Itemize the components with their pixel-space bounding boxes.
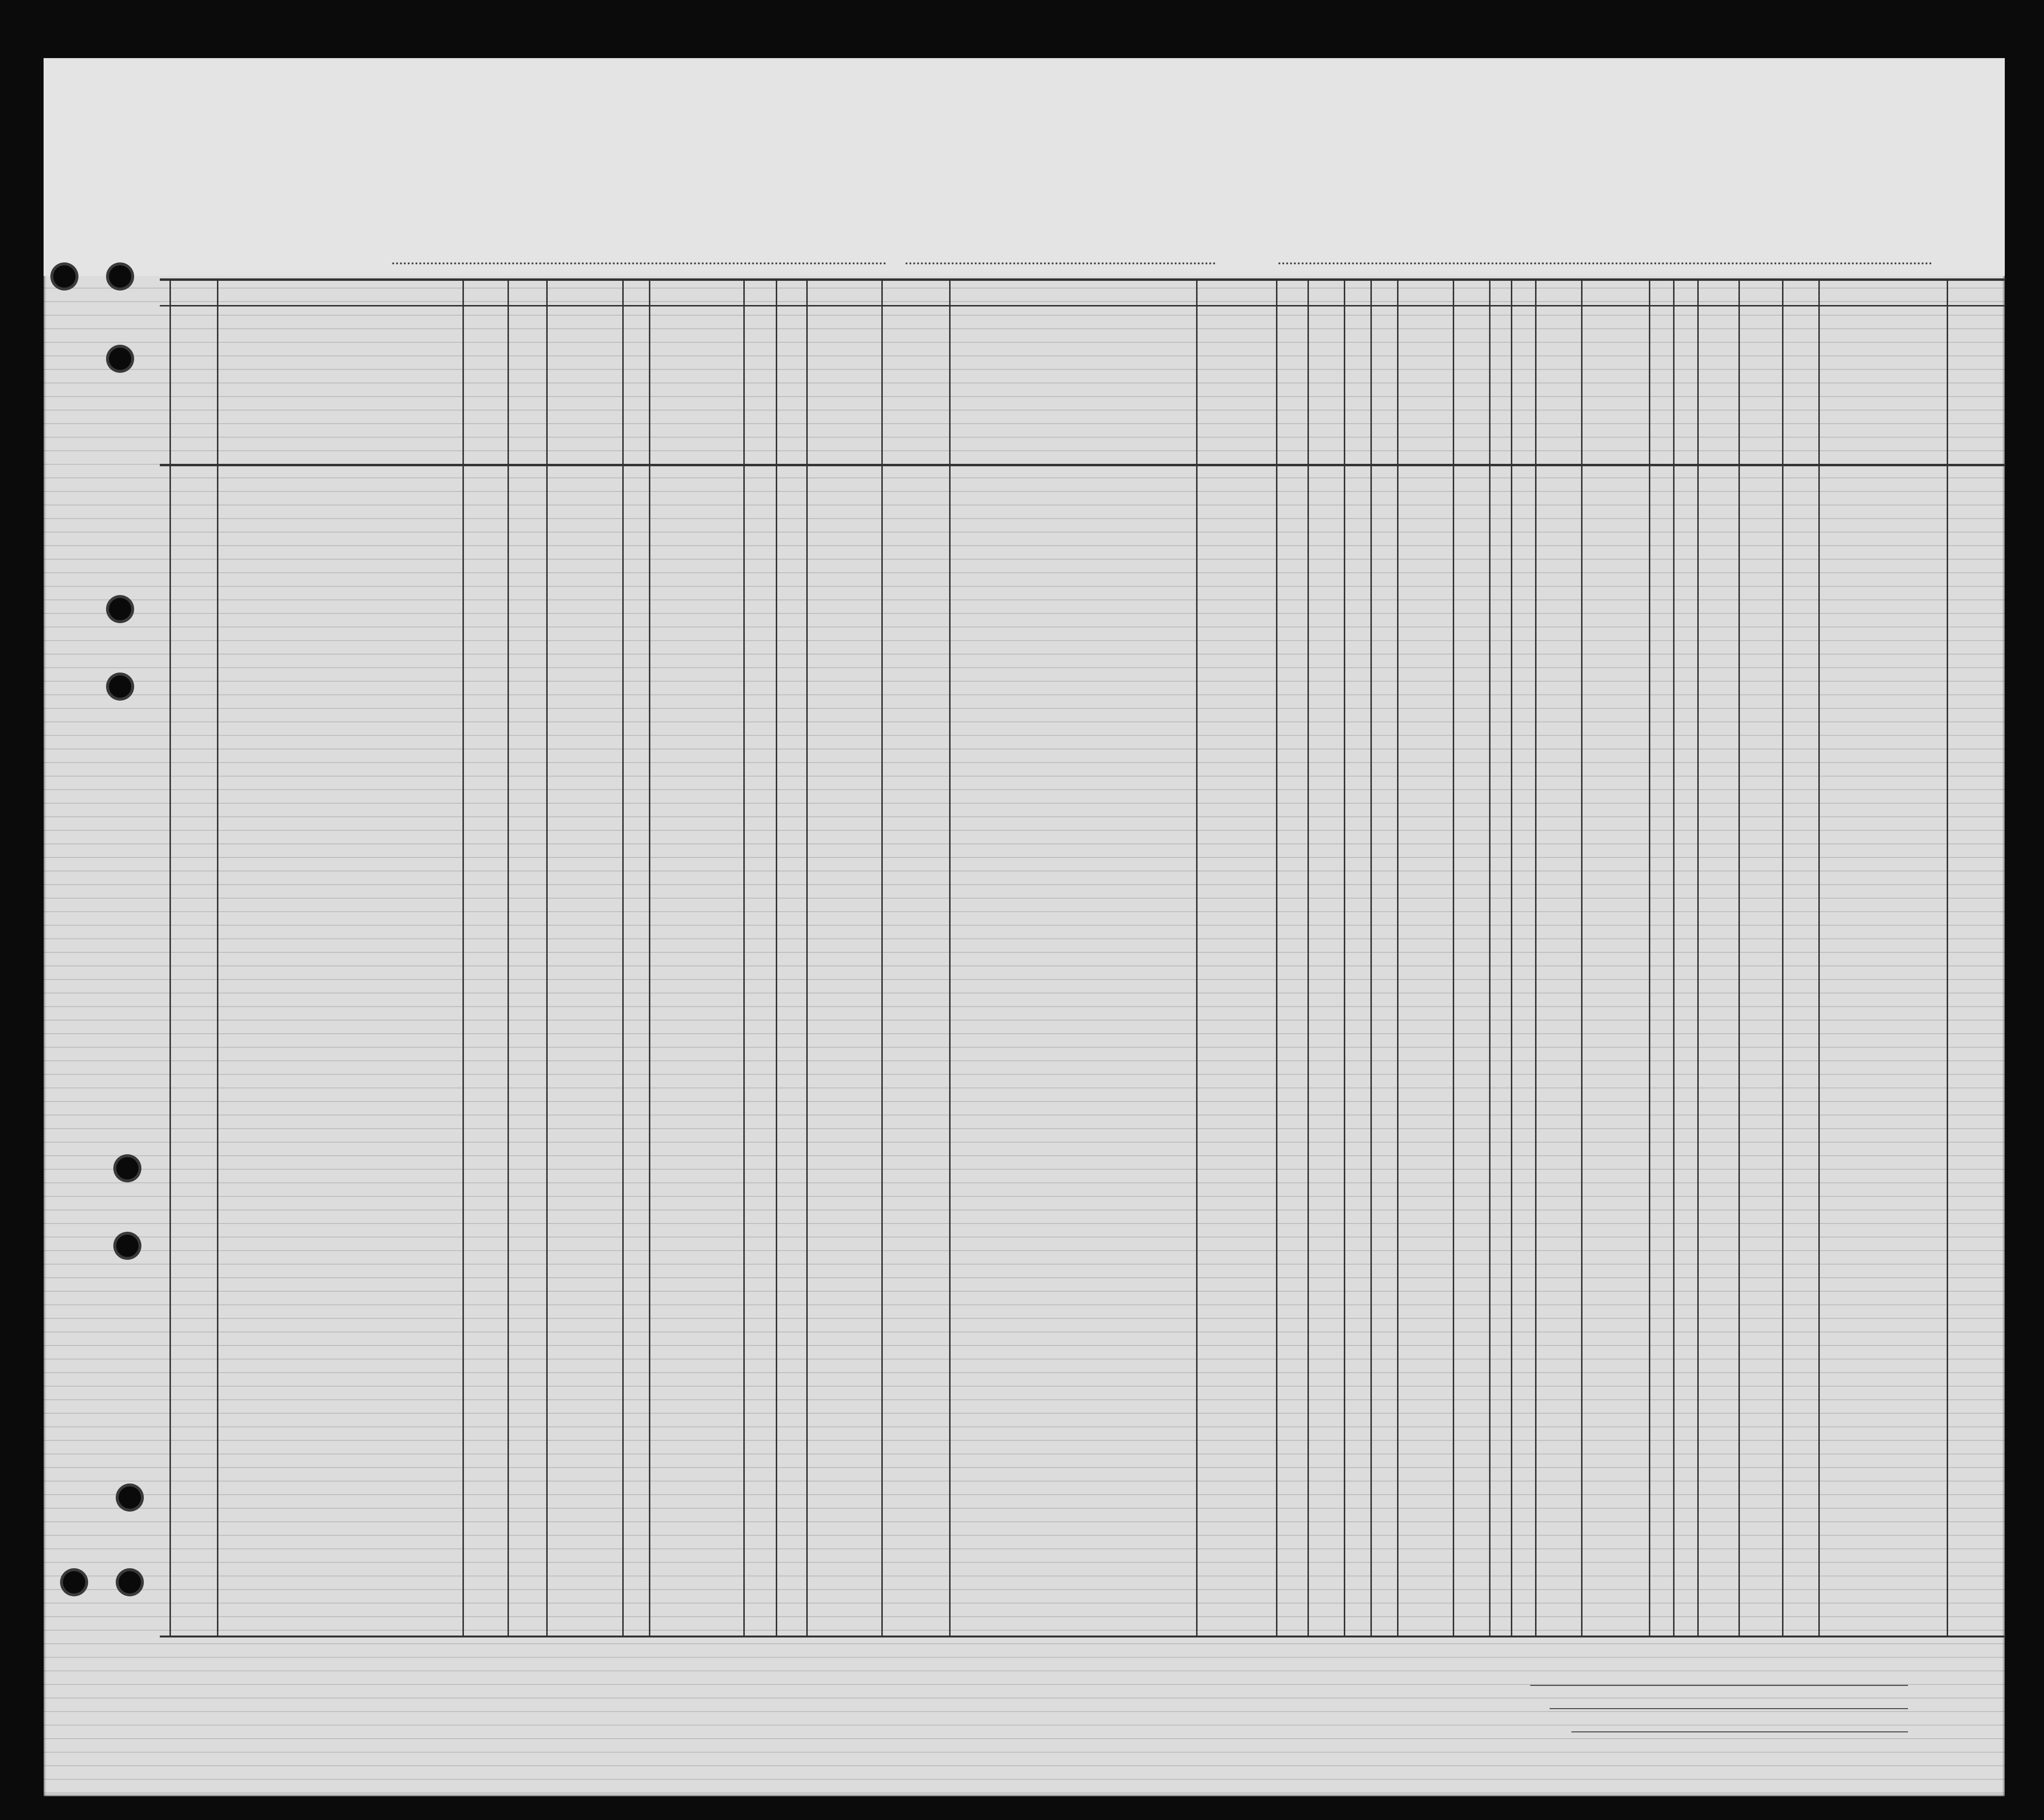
col-line <box>1947 278 1948 1636</box>
col-line <box>507 278 509 1636</box>
col-line <box>1697 278 1699 1636</box>
punch-hole <box>109 265 131 288</box>
punch-hole <box>116 1157 138 1179</box>
col-line <box>169 278 171 1636</box>
punch-hole <box>109 598 131 620</box>
col-line <box>1649 278 1650 1636</box>
punch-hole <box>53 265 76 288</box>
header-area <box>44 58 2005 276</box>
col-line <box>1738 278 1740 1636</box>
col-line <box>546 278 548 1636</box>
col-line <box>1196 278 1198 1636</box>
col-line <box>1673 278 1675 1636</box>
table-top-rule <box>160 278 2005 281</box>
manifest-sheet <box>44 58 2005 1796</box>
punch-hole <box>109 675 131 698</box>
header-bottom-rule <box>160 464 2005 466</box>
col-line <box>881 278 883 1636</box>
column-number-rule <box>160 305 2005 306</box>
col-line <box>217 278 218 1636</box>
col-line <box>1307 278 1309 1636</box>
col-line <box>776 278 777 1636</box>
punch-hole <box>116 1235 138 1257</box>
col-line <box>1581 278 1583 1636</box>
col-line <box>622 278 624 1636</box>
col-line <box>1535 278 1537 1636</box>
punch-hole <box>63 1571 85 1593</box>
col-line <box>1370 278 1372 1636</box>
date-line <box>906 262 1215 264</box>
punch-hole <box>119 1486 141 1509</box>
col-line <box>649 278 650 1636</box>
punch-hole <box>109 348 131 370</box>
line-rule <box>1530 1685 1908 1686</box>
col-line <box>949 278 951 1636</box>
col-line <box>1453 278 1454 1636</box>
col-line <box>1782 278 1783 1636</box>
col-line <box>1489 278 1491 1636</box>
port-line <box>392 262 886 264</box>
col-line <box>1344 278 1345 1636</box>
col-line <box>1276 278 1277 1636</box>
col-line <box>462 278 464 1636</box>
year-line <box>1278 262 1932 264</box>
table-bottom-rule <box>160 1636 2005 1637</box>
col-line <box>806 278 808 1636</box>
col-line <box>1818 278 1820 1636</box>
col-line <box>1511 278 1512 1636</box>
col-line <box>1397 278 1399 1636</box>
owners-rule <box>1550 1708 1908 1709</box>
punch-hole <box>119 1571 141 1593</box>
col-line <box>743 278 745 1636</box>
local-agents-rule <box>1571 1731 1908 1732</box>
